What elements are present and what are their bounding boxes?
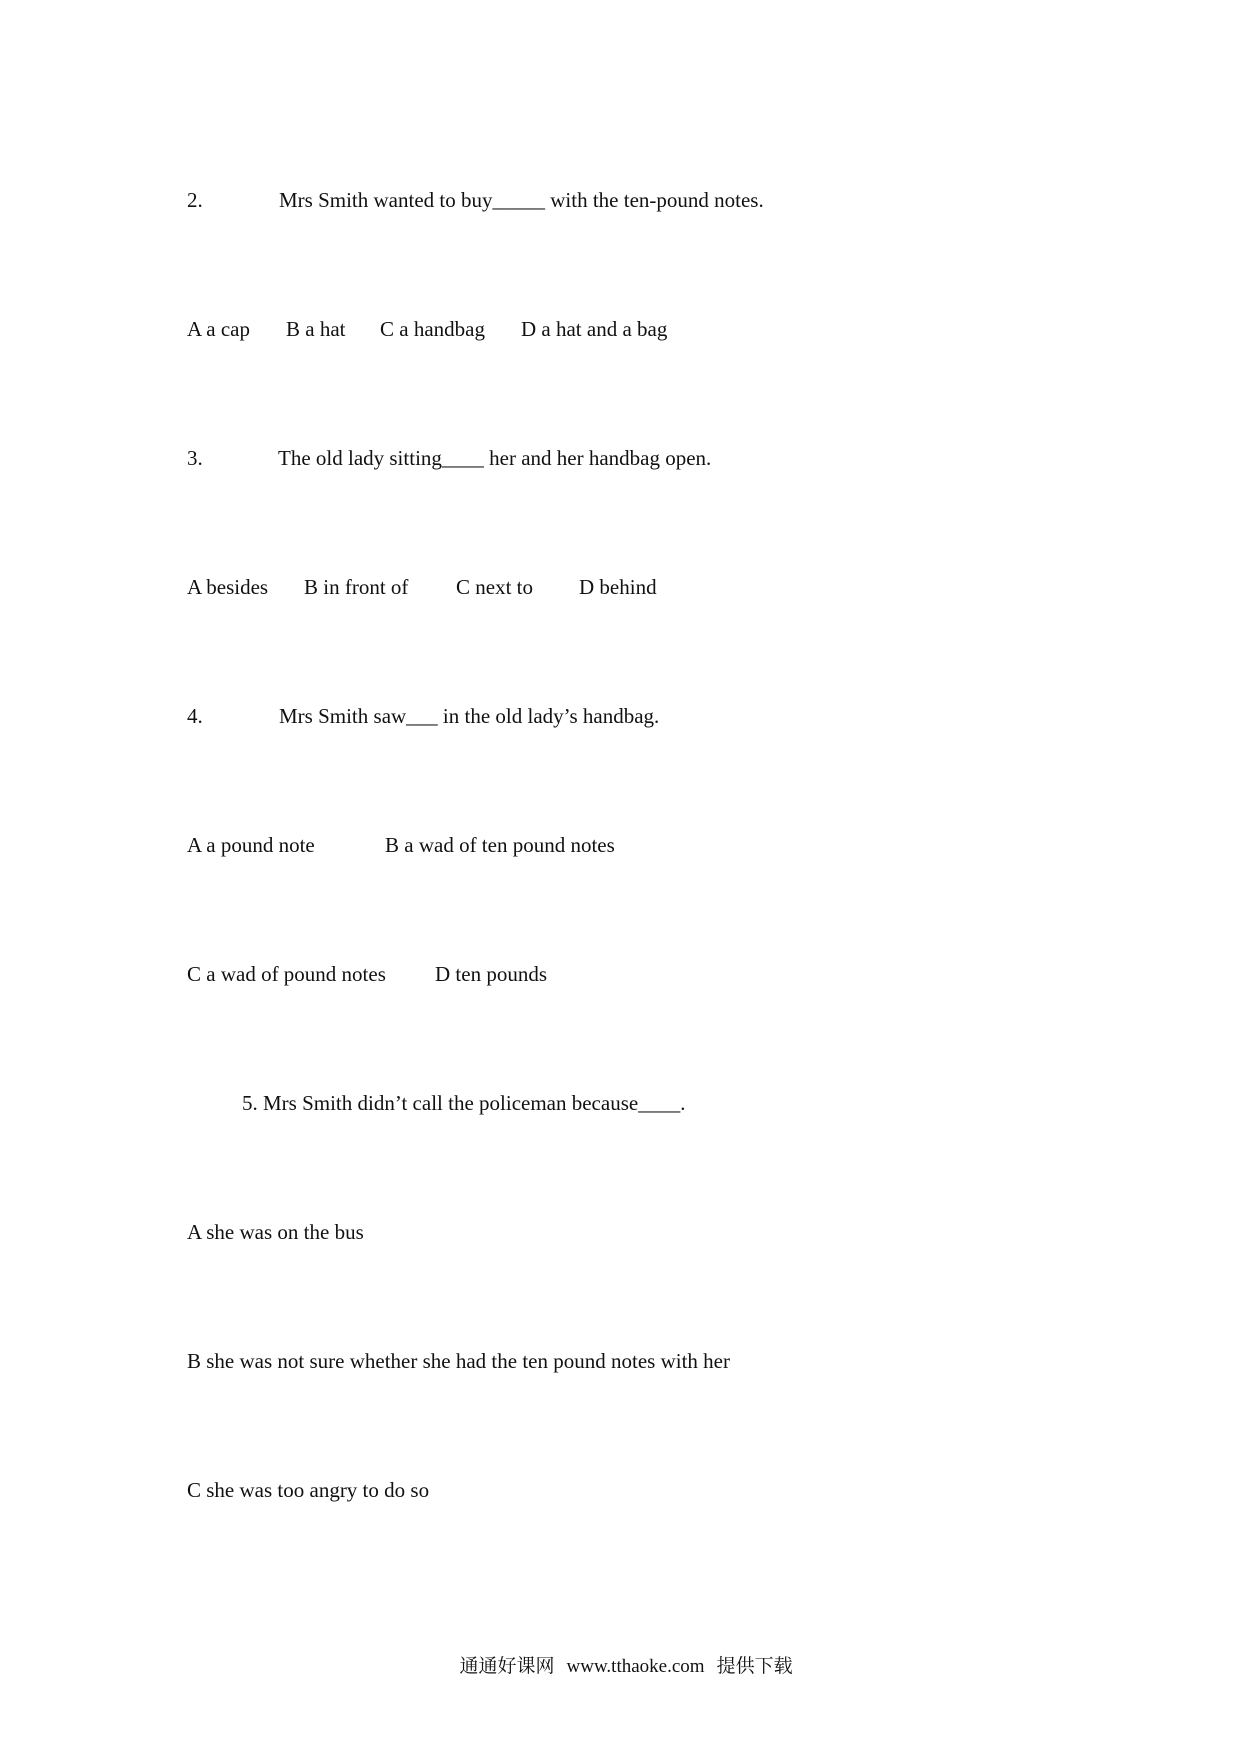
question-2-option-a: A a cap — [187, 317, 250, 341]
question-2-option-b: B a hat — [286, 317, 346, 341]
footer-site-name: 通通好课网 — [459, 1655, 555, 1677]
footer-suffix: 提供下载 — [716, 1655, 793, 1677]
page-footer — [0, 1630, 1240, 1679]
question-3-option-b: B in front of — [304, 575, 409, 599]
question-4-text: Mrs Smith saw___ in the old lady’s handbag. — [279, 704, 660, 728]
question-5-option-b: B she was not sure whether she had the ten pound notes with her — [187, 1349, 730, 1373]
question-3-text: The old lady sitting____ her and her handbag open. — [278, 446, 712, 470]
question-4-number: 4. — [187, 704, 203, 728]
question-3-option-a: A besides — [187, 575, 269, 599]
question-5-option-a: A she was on the bus — [187, 1220, 364, 1244]
question-5-text: 5. Mrs Smith didn’t call the policeman because____. — [242, 1091, 686, 1115]
question-2-text: Mrs Smith wanted to buy_____ with the ten-pound notes. — [279, 188, 764, 212]
question-4-option-b: B a wad of ten pound notes — [385, 833, 615, 857]
question-3-option-c: C next to — [456, 575, 533, 599]
question-3-number: 3. — [187, 446, 203, 470]
footer-url: www.tthaoke.com — [566, 1656, 705, 1677]
question-4-option-d: D ten pounds — [435, 962, 547, 986]
question-2-option-d: D a hat and a bag — [521, 317, 668, 341]
question-2-option-c: C a handbag — [380, 317, 485, 341]
question-4-option-c: C a wad of pound notes — [187, 962, 386, 986]
question-3-option-d: D behind — [579, 575, 657, 599]
question-2-number: 2. — [187, 188, 203, 212]
question-5-option-c: C she was too angry to do so — [187, 1478, 430, 1502]
question-4-option-a: A a pound note — [187, 833, 315, 857]
